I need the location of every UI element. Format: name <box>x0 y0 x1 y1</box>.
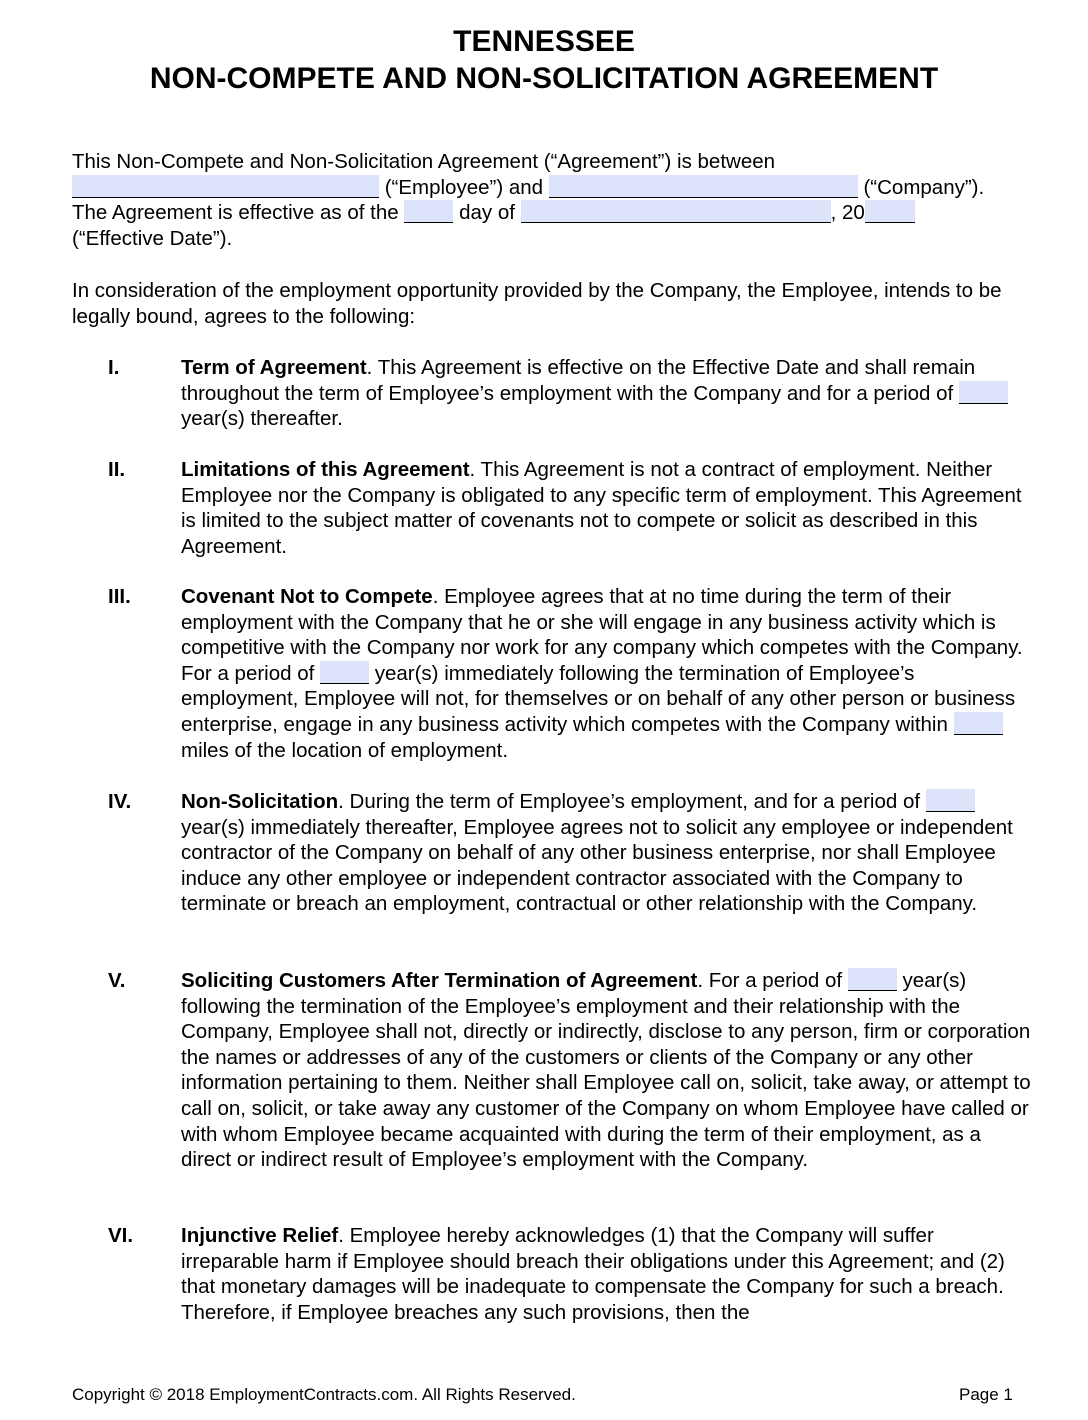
company-name-field[interactable] <box>549 175 858 198</box>
document-title: NON-COMPETE AND NON-SOLICITATION AGREEMENT <box>149 62 939 95</box>
section-text: year(s) thereafter. <box>181 407 343 431</box>
consideration-paragraph: In consideration of the employment opportunity provided by the Company, the Employee, intends to be legally bound, agrees to the following: <box>72 279 1002 328</box>
intro-line: This Non-Compete and Non-Solicitation Agreement (“Agreement”) is between <box>72 150 776 173</box>
section-heading: Non-Solicitation <box>181 790 339 813</box>
customer-solicitation-years-field[interactable] <box>848 968 897 991</box>
company-label: (“Company”). <box>857 175 985 199</box>
section-number: I. <box>108 356 120 379</box>
section-text: year(s) following the termination of the Employee’s employment and their relationship with the Company, Employee shall not, directly or indirectly, disclose to any person, firm or corporation the names or addresses of any of the customers or clients of the Company or any other information pertaining to them. Neither shall Employee call on, solicit, take away, or attempt to call on, solicit, or take away any customer of the Company on whom Employee have called or with whom Employee became acquainted with during the term of their employment, as a direct or indirect result of Employee’s employment with the Company. <box>181 969 1031 1172</box>
section-text: year(s) immediately following the termination of Employee’s employment, Employee will not, for themselves or on behalf of any other person or business enterprise, engage in any business activity which competes with the Company within <box>181 661 1016 736</box>
section-number: V. <box>108 969 126 992</box>
section-body <box>181 355 1031 432</box>
term-years-field[interactable] <box>959 381 1008 404</box>
section-text: . Employee agrees that at no time during the term of their employment with the Company that he or she will engage in any business activity which is competitive with the Company nor work for any company which competes with the Company. For a period of <box>181 585 1023 685</box>
footer-page-number: Page 1 <box>959 1385 1013 1404</box>
section-number: II. <box>108 458 126 481</box>
section-heading: Limitations of this Agreement <box>181 458 470 481</box>
year-prefix: , 20 <box>830 201 865 225</box>
non-solicitation-years-field[interactable] <box>926 789 975 812</box>
section-heading: Term of Agreement <box>181 356 367 379</box>
document-state-title: TENNESSEE <box>453 25 635 58</box>
employee-label: (“Employee”) and <box>379 175 549 199</box>
effective-month-field[interactable] <box>521 200 831 223</box>
section-text: . During the term of Employee’s employment, and for a period of <box>338 790 926 813</box>
employee-name-field[interactable] <box>72 175 379 198</box>
effective-year-field[interactable] <box>865 200 915 223</box>
footer-copyright: Copyright © 2018 EmploymentContracts.com. All Rights Reserved. <box>72 1385 576 1404</box>
compete-miles-field[interactable] <box>954 712 1003 735</box>
section-number: III. <box>108 585 131 608</box>
section-text: . For a period of <box>697 969 848 992</box>
section-number: IV. <box>108 790 132 813</box>
section-text: miles of the location of employment. <box>181 738 509 762</box>
day-of-label: day of <box>453 201 521 225</box>
compete-years-field[interactable] <box>320 661 369 684</box>
effective-prefix: The Agreement is effective as of the <box>72 201 405 225</box>
section-body <box>181 584 1031 763</box>
section-text: year(s) immediately thereafter, Employee agrees not to solicit any employee or independent contractor of the Company on behalf of any other business enterprise, nor shall Employee induce any other employee or independent contractor associated with the Company to terminate or breach an employment, contractual or other relationship with the Company. <box>181 815 1013 916</box>
section-heading: Covenant Not to Compete <box>181 585 433 608</box>
intro-paragraph <box>72 149 1032 251</box>
section-number: VI. <box>108 1224 134 1247</box>
section-text: . This Agreement is not a contract of employment. Neither Employee nor the Company is obligated to any specific term of employment. This Agreement is limited to the subject matter of covenants not to compete or solicit as described in this Agreement. <box>181 458 1022 558</box>
section-heading: Soliciting Customers After Termination of Agreement <box>181 969 698 992</box>
section-heading: Injunctive Relief <box>181 1224 339 1247</box>
section-body <box>181 968 1031 1173</box>
effective-date-label: (“Effective Date”). <box>72 226 233 250</box>
section-body <box>181 1223 1031 1325</box>
section-text: . This Agreement is effective on the Effective Date and shall remain throughout the term of Employee’s employment with the Company and for a period of <box>181 356 976 405</box>
section-body <box>181 789 1031 917</box>
section-body <box>181 457 1031 559</box>
effective-day-field[interactable] <box>404 200 453 223</box>
section-text: . Employee hereby acknowledges (1) that the Company will suffer irreparable harm if Employee should breach their obligations under this Agreement; and (2) that monetary damages will be inadequate to compensate the Company for such a breach. Therefore, if Employee breaches any such provisions, then the <box>181 1224 1005 1324</box>
